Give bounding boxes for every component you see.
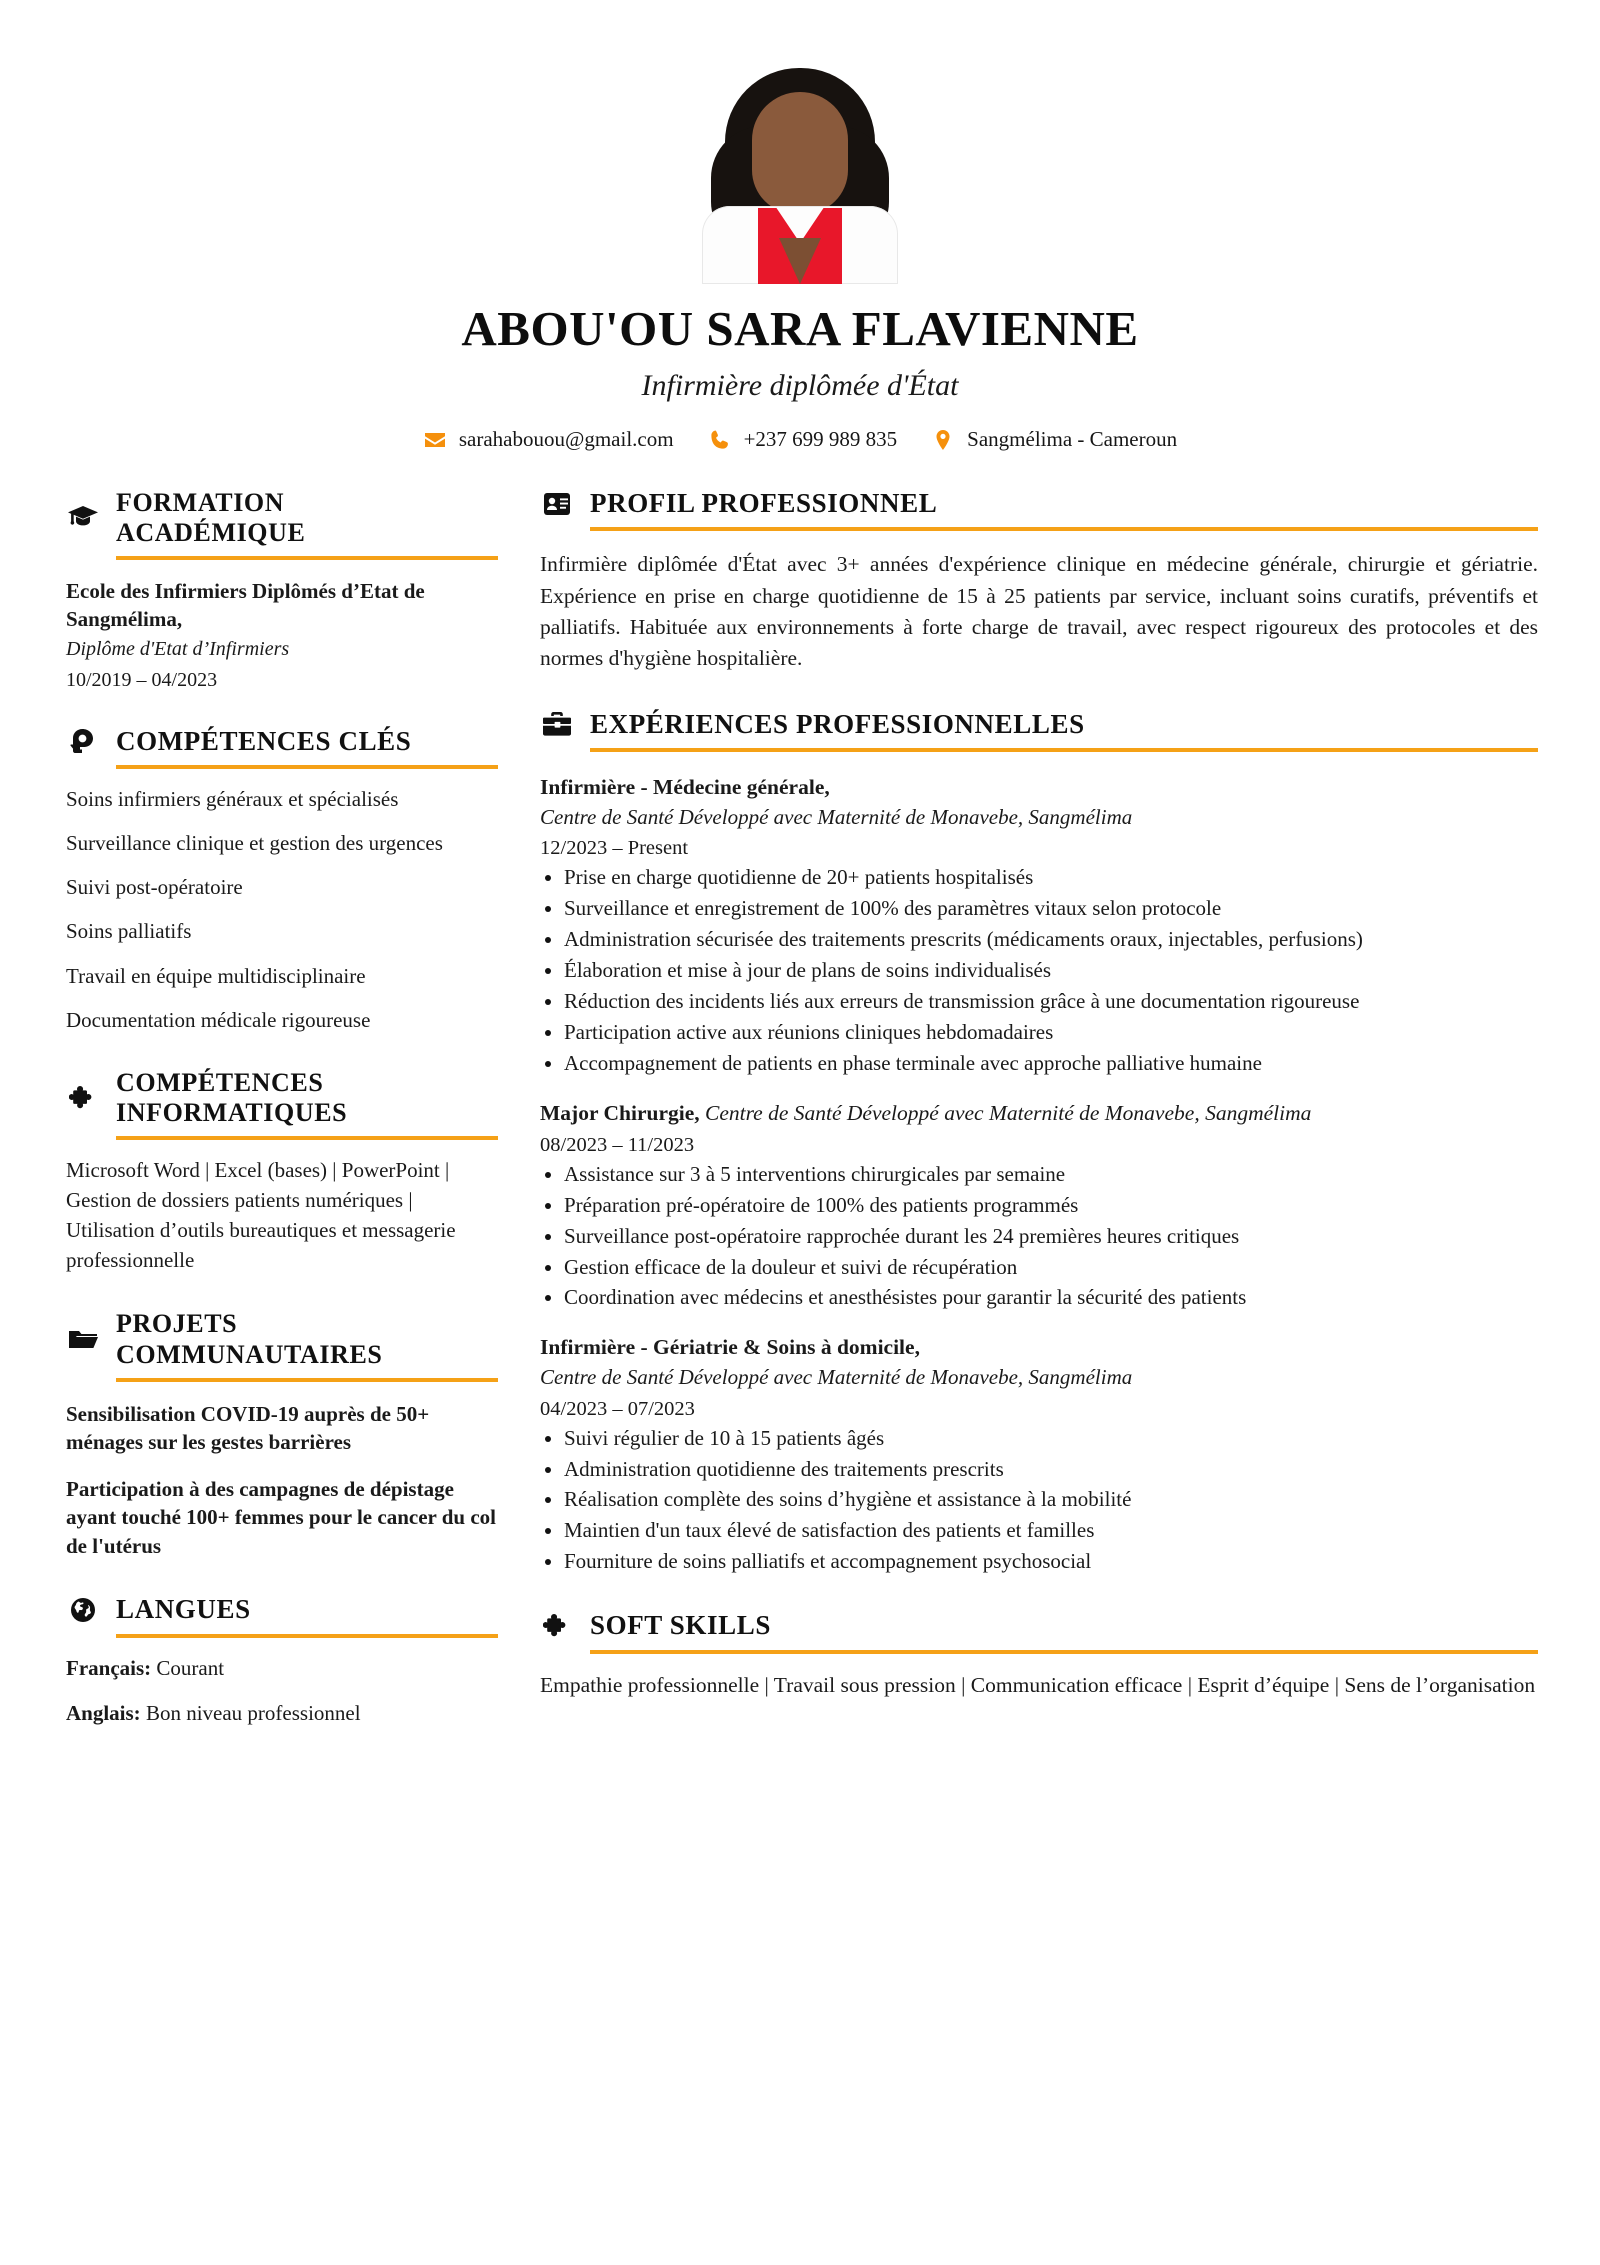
puzzle-piece-icon [540, 1612, 574, 1640]
section-projects [66, 1309, 498, 1560]
education-degree: Diplôme d'Etat d’Infirmiers [66, 637, 290, 660]
section-it-skills [66, 1068, 498, 1276]
section-projects-header [66, 1309, 498, 1369]
list-item: Surveillance et enregistrement de 100% des paramètres vitaux selon protocole [540, 895, 1538, 923]
education-school: Ecole des Infirmiers Diplômés d’Etat de Sangmélima, [66, 579, 425, 632]
id-card-icon [540, 492, 574, 516]
contact-phone[interactable] [708, 427, 898, 452]
language-name: Anglais: [66, 1701, 141, 1726]
experience-item [540, 1334, 1538, 1576]
section-it-skills-title-line1: COMPÉTENCES [116, 1067, 324, 1097]
main-content [540, 488, 1538, 1734]
experience-item [540, 1100, 1538, 1313]
language-level: Courant [156, 1655, 225, 1680]
job-title: Infirmière - Médecine générale, [540, 775, 830, 800]
section-key-skills-header [66, 726, 498, 757]
list-item: Administration sécurisée des traitements prescrits (médicaments oraux, injectables, perfusions) [540, 926, 1538, 954]
section-divider [116, 1378, 498, 1382]
list-item: Élaboration et mise à jour de plans de soins individualisés [540, 957, 1538, 985]
resume-header [0, 0, 1600, 452]
folder-icon [66, 1327, 100, 1353]
section-education [66, 488, 498, 692]
briefcase-icon [540, 711, 574, 737]
section-it-skills-header [66, 1068, 498, 1128]
sidebar [66, 488, 498, 1763]
list-item: Suivi régulier de 10 à 15 patients âgés [540, 1425, 1538, 1453]
list-item: Maintien d'un taux élevé de satisfaction des patients et familles [540, 1517, 1538, 1545]
portrait-face [752, 92, 848, 214]
job-dates: 04/2023 – 07/2023 [540, 1397, 695, 1420]
profile-text: Infirmière diplômée d'État avec 3+ années d'expérience clinique en médecine générale, chirurgie et gériatrie. Expérience en prise en charge quotidienne de 15 à 25 patients par service, incluant soins curatifs, préventifs et palliatifs. Habituée aux environnements à forte charge de travail, avec respect rigoureux des protocoles et des normes d'hygiène hospitalière. [540, 552, 1538, 671]
list-item: Participation à des campagnes de dépistage ayant touché 100+ femmes pour le cancer du col de l'utérus [66, 1476, 496, 1558]
section-projects-title-line1: PROJETS [116, 1309, 238, 1339]
job-title [540, 1100, 1538, 1128]
job-bullets [540, 864, 1538, 1077]
job-dates: 12/2023 – Present [540, 837, 689, 860]
list-item: Sensibilisation COVID-19 auprès de 50+ ménages sur les gestes barrières [66, 1401, 430, 1455]
job-title-text: Major Chirurgie, [540, 1100, 700, 1125]
section-it-skills-title-line2: INFORMATIQUES [116, 1097, 348, 1127]
list-item: Gestion efficace de la douleur et suivi de récupération [540, 1254, 1538, 1282]
section-key-skills [66, 726, 498, 1034]
list-item: Préparation pré-opératoire de 100% des patients programmés [540, 1192, 1538, 1220]
section-divider [590, 748, 1538, 752]
globe-icon [66, 1596, 100, 1624]
list-item: Soins palliatifs [66, 919, 192, 944]
phone-icon [708, 428, 732, 452]
puzzle-piece-icon [66, 1084, 100, 1112]
it-skills-text: Microsoft Word | Excel (bases) | PowerPoint | Gestion de dossiers patients numériques | Utilisation d’outils bureautiques et messagerie professionnelle [66, 1158, 456, 1272]
section-divider [116, 556, 498, 560]
list-item: Assistance sur 3 à 5 interventions chirurgicales par semaine [540, 1161, 1538, 1189]
section-experience [540, 709, 1538, 1576]
section-soft-skills-header [540, 1610, 1538, 1641]
list-item: Réduction des incidents liés aux erreurs de transmission grâce à une documentation rigoureuse [540, 988, 1538, 1016]
contact-row [0, 427, 1600, 452]
education-dates: 10/2019 – 04/2023 [66, 668, 218, 691]
job-title: Infirmière - Gériatrie & Soins à domicile, [540, 1335, 920, 1360]
section-languages-header [66, 1594, 498, 1625]
section-divider [116, 765, 498, 769]
job-organization: Centre de Santé Développé avec Maternité de Monavebe, Sangmélima [540, 805, 1133, 830]
list-item: Surveillance clinique et gestion des urgences [66, 831, 443, 856]
resume-body [0, 488, 1600, 1763]
section-profile-header [540, 488, 1538, 519]
list-item: Coordination avec médecins et anesthésistes pour garantir la sécurité des patients [540, 1284, 1538, 1312]
list-item: Accompagnement de patients en phase terminale avec approche palliative humaine [540, 1050, 1538, 1078]
key-skills-list [66, 785, 498, 1034]
section-divider [590, 527, 1538, 531]
location-pin-icon [931, 428, 955, 452]
list-item [66, 1699, 498, 1728]
job-bullets [540, 1425, 1538, 1577]
job-bullets [540, 1161, 1538, 1313]
list-item: Soins infirmiers généraux et spécialisés [66, 787, 399, 812]
head-brain-icon [66, 727, 100, 755]
list-item: Documentation médicale rigoureuse [66, 1007, 371, 1032]
section-languages [66, 1594, 498, 1728]
contact-location[interactable] [931, 427, 1177, 452]
section-divider [116, 1634, 498, 1638]
list-item: Administration quotidienne des traitements prescrits [540, 1456, 1538, 1484]
contact-phone-value: +237 699 989 835 [743, 427, 898, 451]
portrait-photo [684, 62, 916, 284]
section-soft-skills [540, 1610, 1538, 1700]
graduation-cap-icon [66, 505, 100, 531]
list-item: Participation active aux réunions cliniques hebdomadaires [540, 1019, 1538, 1047]
job-subtitle: Infirmière diplômée d'État [641, 369, 959, 402]
language-level: Bon niveau professionnel [145, 1701, 361, 1726]
experience-item [540, 774, 1538, 1078]
section-soft-skills-title: SOFT SKILLS [590, 1610, 771, 1641]
section-key-skills-title: COMPÉTENCES CLÉS [116, 725, 412, 756]
section-profile [540, 488, 1538, 675]
list-item: Travail en équipe multidisciplinaire [66, 963, 366, 988]
list-item: Surveillance post-opératoire rapprochée durant les 24 premières heures critiques [540, 1223, 1538, 1251]
list-item: Suivi post-opératoire [66, 875, 243, 900]
section-profile-title: PROFIL PROFESSIONNEL [590, 488, 938, 518]
section-education-title-line2: ACADÉMIQUE [116, 518, 306, 548]
section-experience-title: EXPÉRIENCES PROFESSIONNELLES [590, 708, 1085, 739]
section-languages-title: LANGUES [116, 1594, 251, 1625]
job-dates: 08/2023 – 11/2023 [540, 1133, 695, 1156]
list-item: Fourniture de soins palliatifs et accompagnement psychosocial [540, 1548, 1538, 1576]
section-divider [590, 1650, 1538, 1654]
contact-email-value: sarahabouou@gmail.com [458, 427, 674, 451]
envelope-icon [423, 428, 447, 452]
language-name: Français: [66, 1655, 152, 1680]
contact-location-value: Sangmélima - Cameroun [967, 427, 1178, 451]
section-education-header [66, 488, 498, 548]
list-item: Prise en charge quotidienne de 20+ patients hospitalisés [540, 864, 1538, 892]
list-item: Réalisation complète des soins d’hygiène et assistance à la mobilité [540, 1486, 1538, 1514]
contact-email[interactable] [423, 427, 674, 452]
list-item [66, 1654, 498, 1683]
section-projects-title-line2: COMMUNAUTAIRES [116, 1339, 383, 1369]
page-title: ABOU'OU SARA FLAVIENNE [461, 301, 1139, 356]
section-education-title-line1: FORMATION [116, 488, 285, 517]
job-organization: Centre de Santé Développé avec Maternité de Monavebe, Sangmélima [705, 1100, 1312, 1125]
job-organization: Centre de Santé Développé avec Maternité de Monavebe, Sangmélima [540, 1365, 1133, 1390]
section-experience-header [540, 709, 1538, 740]
section-divider [116, 1136, 498, 1140]
avatar [684, 62, 916, 284]
soft-skills-text: Empathie professionnelle | Travail sous pression | Communication efficace | Esprit d’équipe | Sens de l’organisation [540, 1672, 1536, 1697]
